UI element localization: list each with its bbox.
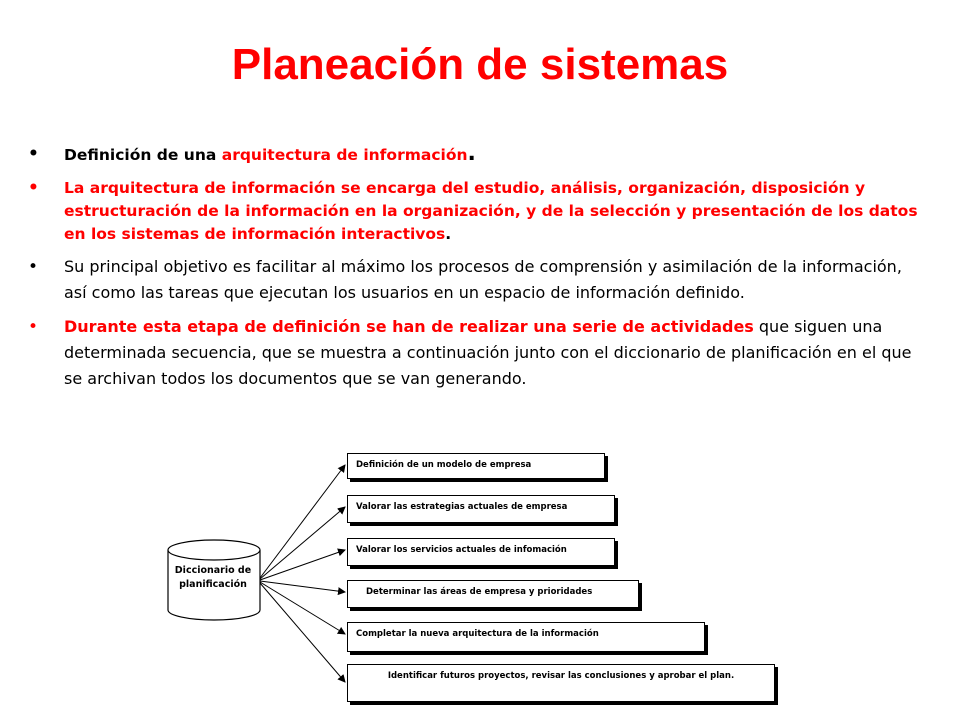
bullet-period: . <box>467 141 476 166</box>
activity-box-6: Identificar futuros proyectos, revisar las conclusiones y aprobar el plan. <box>347 664 775 702</box>
bullet-highlight: Durante esta etapa de definición se han de realizar una serie de actividades <box>64 317 754 336</box>
activity-box-5: Completar la nueva arquitectura de la información <box>347 622 705 652</box>
activity-box-2: Valorar las estrategias actuales de empresa <box>347 495 615 523</box>
activity-box-3: Valorar los servicios actuales de infomación <box>347 538 615 566</box>
arrow-1 <box>260 465 345 578</box>
bullet-text: La arquitectura de información se encarga del estudio, análisis, organización, disposición y estructuración de la información en la organización, y de la selección y presentación de los datos en los sistemas de información interactivos <box>64 179 918 243</box>
arrow-2 <box>260 507 345 579</box>
bullet-dot: • <box>28 257 39 277</box>
arrow-lines <box>260 465 345 682</box>
activity-box-1: Definición de un modelo de empresa <box>347 453 605 479</box>
bullet-text: Definición de una <box>64 146 222 164</box>
slide-title: Planeación de sistemas <box>231 40 729 89</box>
bullet-dot: • <box>28 178 39 198</box>
arrow-3 <box>260 550 345 580</box>
arrow-6 <box>260 583 345 682</box>
bullet-dot: • <box>28 144 39 164</box>
cylinder-label: Diccionario de planificación <box>174 565 252 590</box>
activity-box-4: Determinar las áreas de empresa y prioridades <box>347 580 639 608</box>
bullet-period: . <box>445 225 452 243</box>
bullet-text: que siguen una determinada secuencia, que se muestra a continuación junto con el diccionario de planificación en el que se archivan todos los documentos que se van generando. <box>64 317 912 388</box>
bullet-dot: • <box>28 317 39 337</box>
bullet-text: Su principal objetivo es facilitar al máximo los procesos de comprensión y asimilación de la información, así como las tareas que ejecutan los usuarios en un espacio de información definido. <box>64 257 902 302</box>
bullet-highlight: arquitectura de información <box>221 146 468 164</box>
arrow-5 <box>260 582 345 634</box>
